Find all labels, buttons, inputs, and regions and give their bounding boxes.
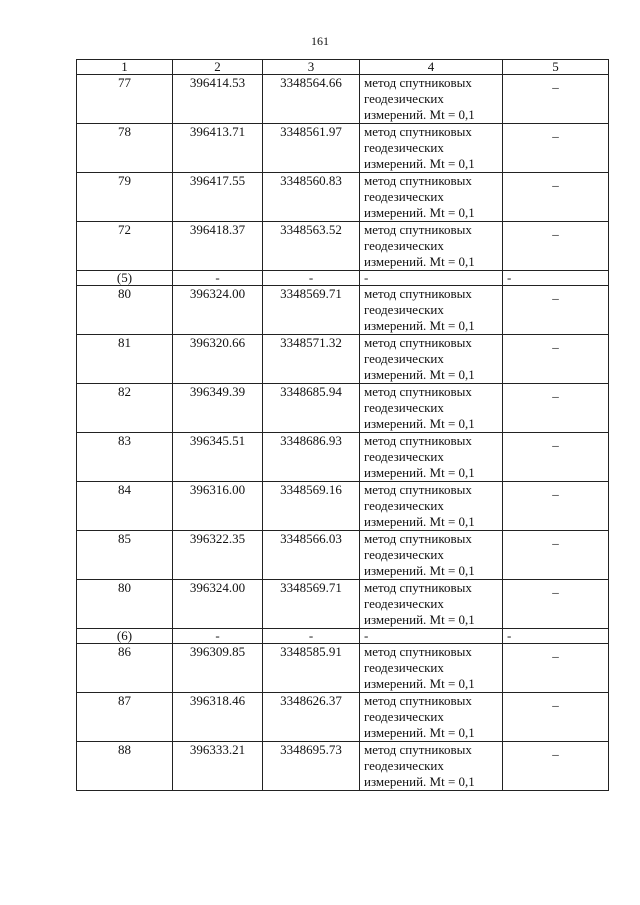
y-coordinate-cell: - [263, 271, 360, 286]
x-coordinate-cell: 396320.66 [173, 335, 263, 384]
note-cell: _ [503, 531, 609, 580]
table-row [77, 335, 609, 384]
y-coordinate-cell: 3348560.83 [263, 173, 360, 222]
method-cell [360, 580, 503, 629]
note-cell: _ [503, 384, 609, 433]
point-number-cell: 77 [77, 75, 173, 124]
table-row [77, 286, 609, 335]
x-coordinate-cell: 396345.51 [173, 433, 263, 482]
point-number-cell: 79 [77, 173, 173, 222]
method-text-line: геодезических [364, 449, 444, 464]
note-cell: _ [503, 433, 609, 482]
method-text-line: метод спутниковых [364, 222, 472, 237]
note-cell: _ [503, 580, 609, 629]
method-cell [360, 693, 503, 742]
note-cell: _ [503, 75, 609, 124]
method-text-line: метод спутниковых [364, 124, 472, 139]
method-text-line: метод спутниковых [364, 173, 472, 188]
table-row [77, 173, 609, 222]
note-cell: _ [503, 173, 609, 222]
section-separator-row [77, 629, 609, 644]
table-row [77, 75, 609, 124]
method-text-line: геодезических [364, 758, 444, 773]
header-col-1: 1 [77, 60, 173, 75]
method-text-line: измерений. Mt = 0,1 [364, 676, 475, 691]
table-row [77, 644, 609, 693]
method-text-line: геодезических [364, 302, 444, 317]
x-coordinate-cell: - [173, 271, 263, 286]
point-number-cell: 72 [77, 222, 173, 271]
method-text-line: - [364, 270, 369, 285]
x-coordinate-cell: 396417.55 [173, 173, 263, 222]
method-text-line: геодезических [364, 498, 444, 513]
method-text-line: измерений. Mt = 0,1 [364, 254, 475, 269]
x-coordinate-cell: 396324.00 [173, 580, 263, 629]
method-cell [360, 433, 503, 482]
point-number-cell: (5) [77, 271, 173, 286]
method-text-line: измерений. Mt = 0,1 [364, 367, 475, 382]
table-row [77, 742, 609, 791]
point-number-cell: 85 [77, 531, 173, 580]
method-text-line: геодезических [364, 596, 444, 611]
note-cell: _ [503, 124, 609, 173]
point-number-cell: 86 [77, 644, 173, 693]
x-coordinate-cell: 396333.21 [173, 742, 263, 791]
method-text-line: измерений. Mt = 0,1 [364, 514, 475, 529]
method-text-line: метод спутниковых [364, 286, 472, 301]
table-body [77, 75, 609, 791]
note-cell: _ [503, 693, 609, 742]
table-header-row [77, 60, 609, 75]
method-cell [360, 271, 503, 286]
table-row [77, 580, 609, 629]
note-cell: _ [503, 742, 609, 791]
method-text-line: метод спутниковых [364, 482, 472, 497]
method-text-line: измерений. Mt = 0,1 [364, 205, 475, 220]
note-cell: - [503, 271, 609, 286]
method-text-line: метод спутниковых [364, 531, 472, 546]
y-coordinate-cell: 3348564.66 [263, 75, 360, 124]
method-text-line: измерений. Mt = 0,1 [364, 725, 475, 740]
table-row [77, 693, 609, 742]
method-text-line: геодезических [364, 140, 444, 155]
x-coordinate-cell: 396316.00 [173, 482, 263, 531]
table-row [77, 482, 609, 531]
point-number-cell: 87 [77, 693, 173, 742]
method-text-line: метод спутниковых [364, 693, 472, 708]
x-coordinate-cell: - [173, 629, 263, 644]
table-row [77, 433, 609, 482]
method-text-line: измерений. Mt = 0,1 [364, 318, 475, 333]
method-cell [360, 482, 503, 531]
method-text-line: метод спутниковых [364, 644, 472, 659]
method-cell [360, 75, 503, 124]
method-text-line: - [364, 628, 369, 643]
method-text-line: метод спутниковых [364, 742, 472, 757]
table-row [77, 531, 609, 580]
method-cell [360, 742, 503, 791]
y-coordinate-cell: 3348569.71 [263, 580, 360, 629]
method-cell [360, 124, 503, 173]
method-cell [360, 222, 503, 271]
method-cell [360, 384, 503, 433]
table-row [77, 222, 609, 271]
method-text-line: измерений. Mt = 0,1 [364, 612, 475, 627]
y-coordinate-cell: - [263, 629, 360, 644]
method-text-line: измерений. Mt = 0,1 [364, 465, 475, 480]
method-text-line: измерений. Mt = 0,1 [364, 107, 475, 122]
method-text-line: геодезических [364, 91, 444, 106]
method-text-line: измерений. Mt = 0,1 [364, 563, 475, 578]
method-text-line: метод спутниковых [364, 384, 472, 399]
note-cell: _ [503, 335, 609, 384]
method-text-line: измерений. Mt = 0,1 [364, 774, 475, 789]
note-cell: _ [503, 644, 609, 693]
x-coordinate-cell: 396418.37 [173, 222, 263, 271]
method-text-line: измерений. Mt = 0,1 [364, 156, 475, 171]
point-number-cell: 78 [77, 124, 173, 173]
method-text-line: геодезических [364, 709, 444, 724]
method-cell [360, 531, 503, 580]
x-coordinate-cell: 396324.00 [173, 286, 263, 335]
x-coordinate-cell: 396309.85 [173, 644, 263, 693]
header-col-5: 5 [503, 60, 609, 75]
header-col-4: 4 [360, 60, 503, 75]
point-number-cell: 81 [77, 335, 173, 384]
y-coordinate-cell: 3348569.71 [263, 286, 360, 335]
y-coordinate-cell: 3348626.37 [263, 693, 360, 742]
method-text-line: геодезических [364, 189, 444, 204]
y-coordinate-cell: 3348563.52 [263, 222, 360, 271]
method-text-line: геодезических [364, 547, 444, 562]
point-number-cell: 83 [77, 433, 173, 482]
method-text-line: геодезических [364, 238, 444, 253]
point-number-cell: 80 [77, 580, 173, 629]
method-text-line: метод спутниковых [364, 580, 472, 595]
y-coordinate-cell: 3348571.32 [263, 335, 360, 384]
y-coordinate-cell: 3348686.93 [263, 433, 360, 482]
method-cell [360, 335, 503, 384]
x-coordinate-cell: 396414.53 [173, 75, 263, 124]
method-text-line: геодезических [364, 660, 444, 675]
header-col-2: 2 [173, 60, 263, 75]
y-coordinate-cell: 3348566.03 [263, 531, 360, 580]
y-coordinate-cell: 3348685.94 [263, 384, 360, 433]
x-coordinate-cell: 396318.46 [173, 693, 263, 742]
table-row [77, 124, 609, 173]
point-number-cell: 82 [77, 384, 173, 433]
x-coordinate-cell: 396413.71 [173, 124, 263, 173]
table-row [77, 384, 609, 433]
point-number-cell: 80 [77, 286, 173, 335]
point-number-cell: 88 [77, 742, 173, 791]
note-cell: _ [503, 286, 609, 335]
section-separator-row [77, 271, 609, 286]
y-coordinate-cell: 3348569.16 [263, 482, 360, 531]
method-text-line: геодезических [364, 351, 444, 366]
note-cell: - [503, 629, 609, 644]
method-cell [360, 173, 503, 222]
method-cell [360, 286, 503, 335]
x-coordinate-cell: 396349.39 [173, 384, 263, 433]
method-text-line: метод спутниковых [364, 75, 472, 90]
method-text-line: геодезических [364, 400, 444, 415]
method-text-line: метод спутниковых [364, 433, 472, 448]
page-number: 161 [311, 34, 329, 48]
coordinates-table [76, 59, 609, 791]
point-number-cell: 84 [77, 482, 173, 531]
x-coordinate-cell: 396322.35 [173, 531, 263, 580]
y-coordinate-cell: 3348585.91 [263, 644, 360, 693]
method-text-line: метод спутниковых [364, 335, 472, 350]
method-cell [360, 644, 503, 693]
note-cell: _ [503, 482, 609, 531]
method-cell [360, 629, 503, 644]
note-cell: _ [503, 222, 609, 271]
y-coordinate-cell: 3348561.97 [263, 124, 360, 173]
method-text-line: измерений. Mt = 0,1 [364, 416, 475, 431]
header-col-3: 3 [263, 60, 360, 75]
y-coordinate-cell: 3348695.73 [263, 742, 360, 791]
point-number-cell: (6) [77, 629, 173, 644]
